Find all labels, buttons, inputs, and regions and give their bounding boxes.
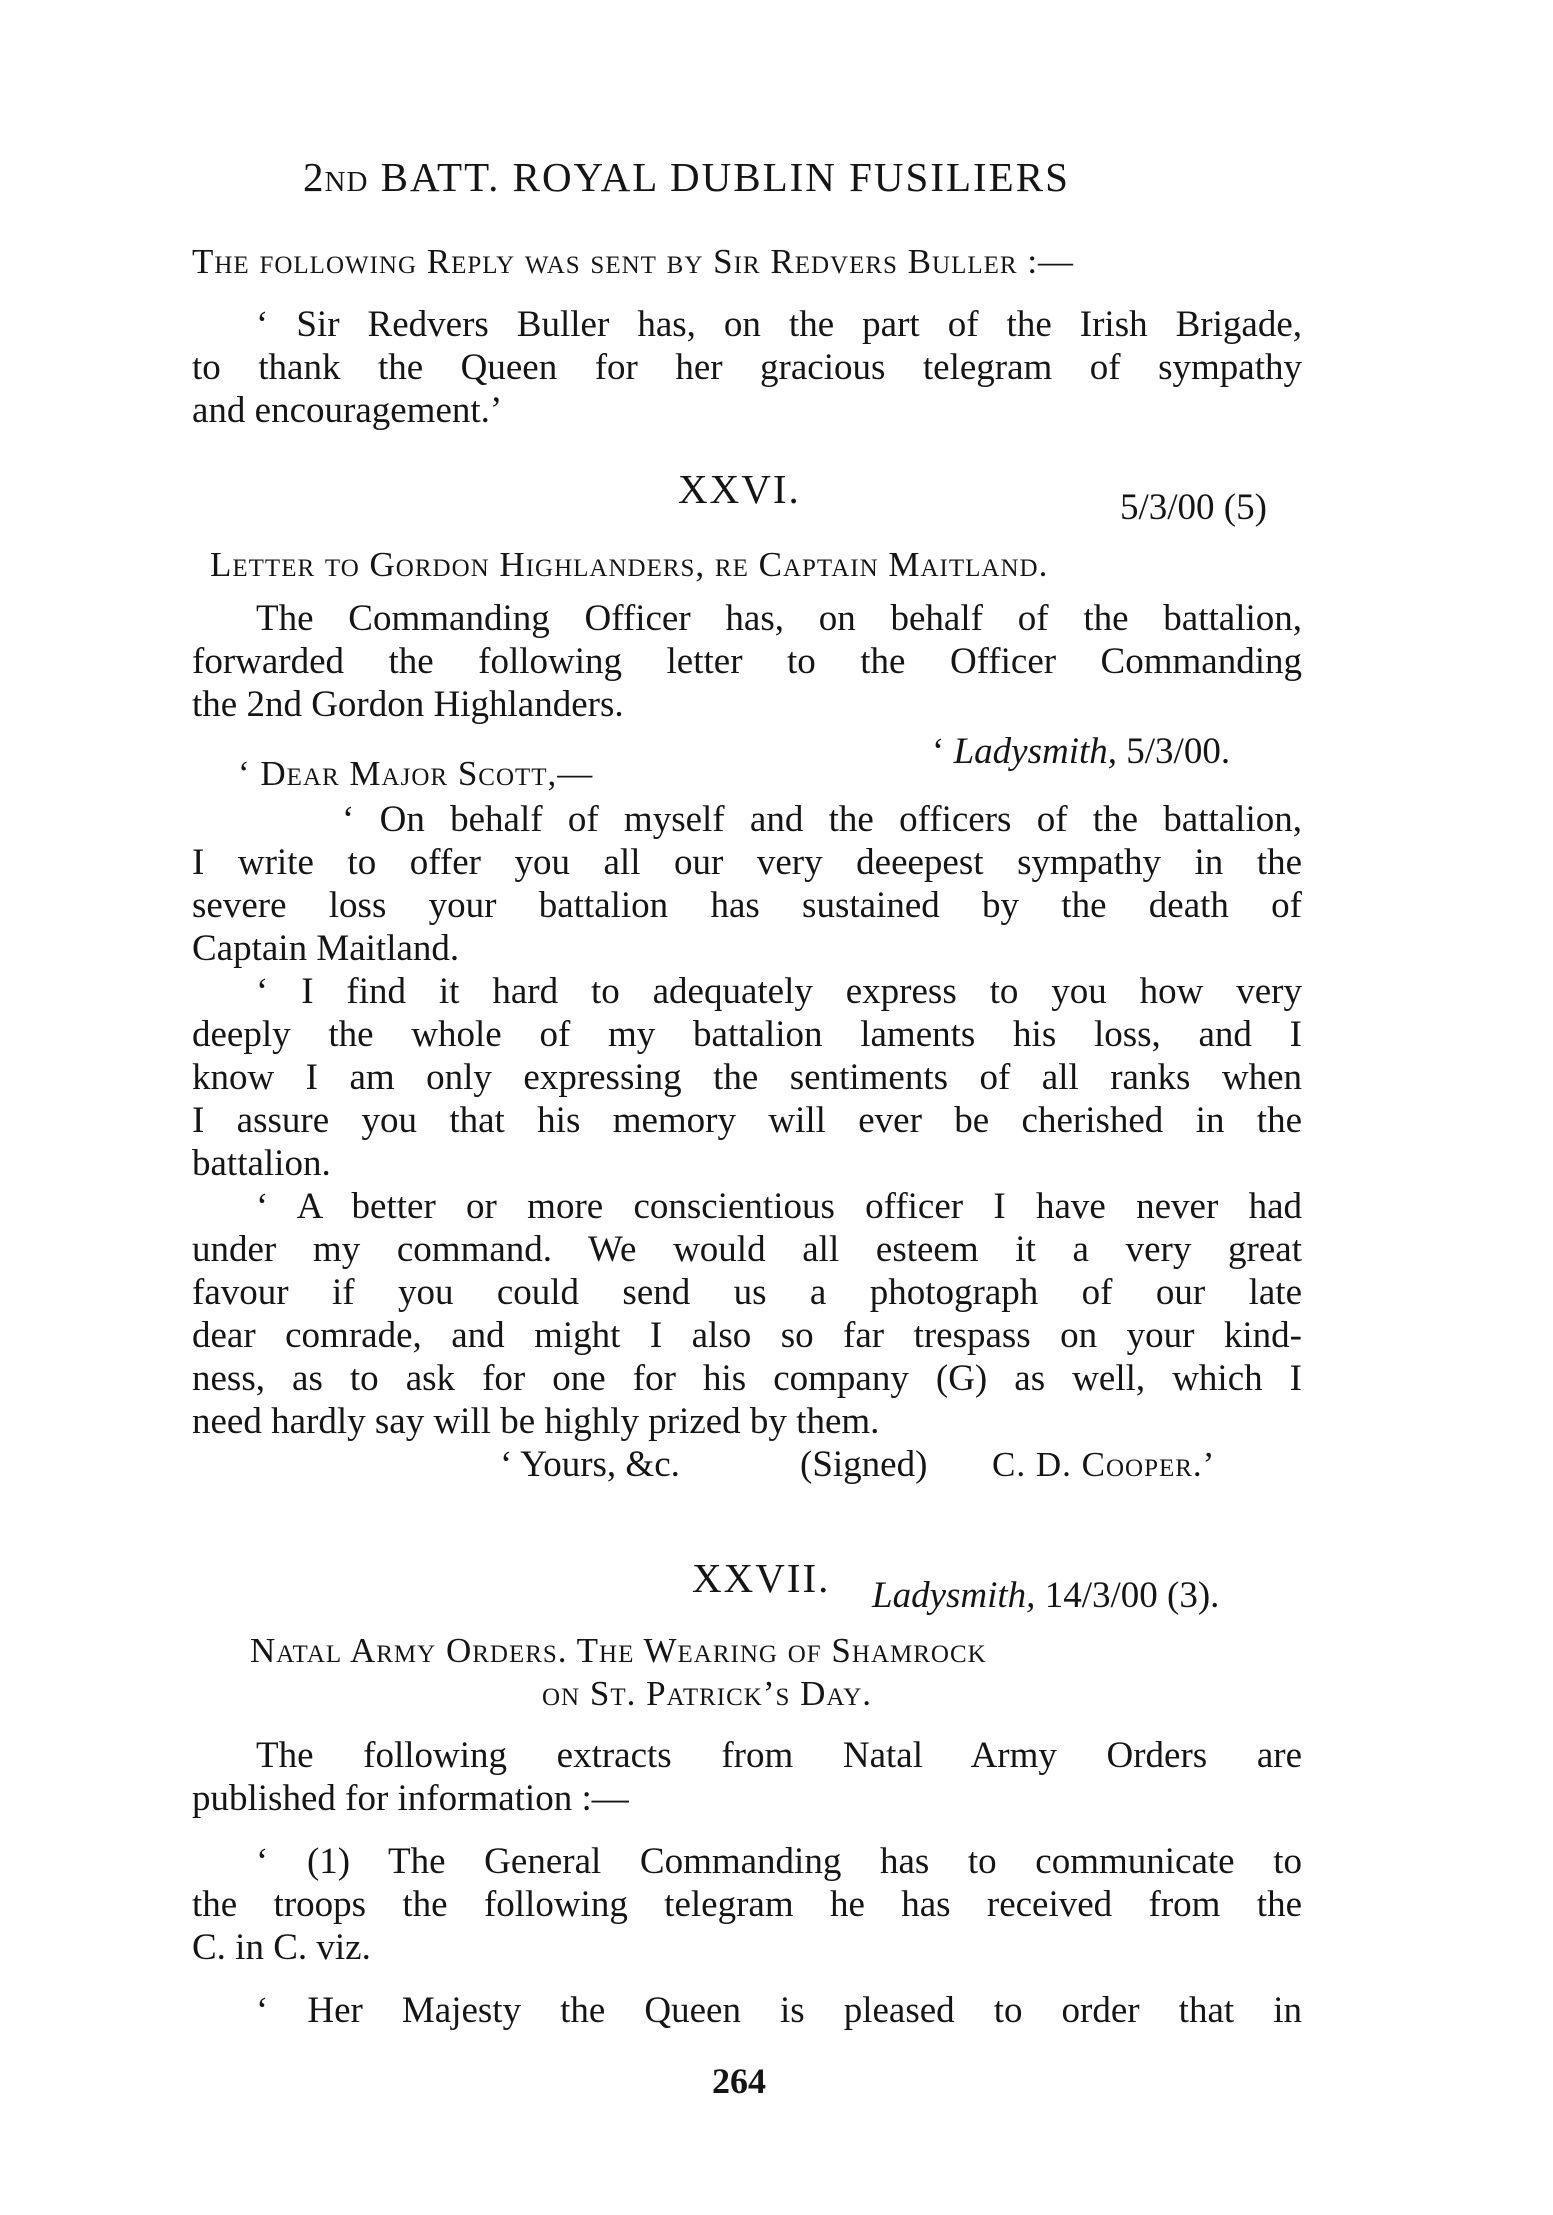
letter-line: ‘ A better or more conscientious officer I have never had (256, 1186, 1302, 1227)
running-head-title: BATT. ROYAL DUBLIN FUSILIERS (380, 154, 1070, 200)
letter-line: know I am only expressing the sentiments of all ranks when (192, 1057, 1302, 1098)
letter-signer: C. D. Cooper.’ (992, 1445, 1216, 1484)
letter-closing: ‘ Yours, &c. (500, 1444, 680, 1485)
intro-line: the 2nd Gordon Highlanders. (192, 684, 624, 725)
order-line: C. in C. viz. (192, 1927, 371, 1968)
letter-line: ness, as to ask for one for his company (G) as well, which I (192, 1358, 1302, 1399)
letter-signed: (Signed) (800, 1444, 928, 1485)
section-date: 5/3/00 (5) (1120, 487, 1267, 528)
letter-line: under my command. We would all esteem it a very great (192, 1229, 1302, 1270)
letter-dateline (932, 730, 1230, 774)
intro-line: published for information :— (192, 1778, 629, 1819)
letter-line: dear comrade, and might I also so far trespass on your kind- (192, 1315, 1302, 1356)
running-head-ordinal: 2nd (303, 154, 369, 200)
section-numeral: XXVII. (692, 1555, 831, 1601)
letter-line: need hardly say will be highly prized by them. (192, 1401, 880, 1442)
letter-line: favour if you could send us a photograph of our late (192, 1272, 1302, 1313)
page-number: 264 (712, 2061, 766, 2101)
letter-line: severe loss your battalion has sustained by the death of (192, 885, 1302, 926)
letter-line: battalion. (192, 1143, 331, 1184)
running-head (303, 152, 1070, 202)
intro-line: The following extracts from Natal Army Orders are (256, 1735, 1302, 1776)
section-heading: Letter to Gordon Highlanders, re Captain Maitland. (210, 545, 1049, 584)
letter-place: Ladysmith, (953, 731, 1118, 772)
reply-line: to thank the Queen for her gracious telegram of sympathy (192, 347, 1302, 388)
letter-line: deeply the whole of my battalion laments his loss, and I (192, 1014, 1302, 1055)
reply-heading: The following Reply was sent by Sir Redvers Buller :— (192, 242, 1075, 281)
letter-date: 5/3/00. (1126, 731, 1231, 772)
order-line: the troops the following telegram he has received from the (192, 1884, 1302, 1925)
section-heading: on St. Patrick’s Day. (542, 1674, 872, 1713)
letter-line: I write to offer you all our very deeepest sympathy in the (192, 842, 1302, 883)
intro-line: forwarded the following letter to the Officer Commanding (192, 641, 1302, 682)
salutation: ‘ Dear Major Scott,— (238, 754, 594, 793)
letter-line: ‘ On behalf of myself and the officers of the battalion, (342, 799, 1302, 840)
letter-quote-mark: ‘ (932, 731, 945, 772)
order-line: ‘ Her Majesty the Queen is pleased to order that in (256, 1990, 1302, 2031)
reply-line: and encouragement.’ (192, 390, 503, 431)
reply-line: ‘ Sir Redvers Buller has, on the part of the Irish Brigade, (256, 304, 1302, 345)
order-line: ‘ (1) The General Commanding has to communicate to (256, 1841, 1302, 1882)
letter-line: ‘ I find it hard to adequately express to you how very (256, 971, 1302, 1012)
intro-line: The Commanding Officer has, on behalf of the battalion, (256, 598, 1302, 639)
section-date: 14/3/00 (3). (1044, 1575, 1220, 1616)
section-heading: Natal Army Orders. The Wearing of Shamrock (250, 1631, 987, 1670)
section-dateline (872, 1574, 1219, 1618)
section-numeral: XXVI. (678, 466, 801, 512)
letter-line: Captain Maitland. (192, 928, 460, 969)
section-place: Ladysmith, (872, 1575, 1036, 1616)
letter-line: I assure you that his memory will ever be cherished in the (192, 1100, 1302, 1141)
